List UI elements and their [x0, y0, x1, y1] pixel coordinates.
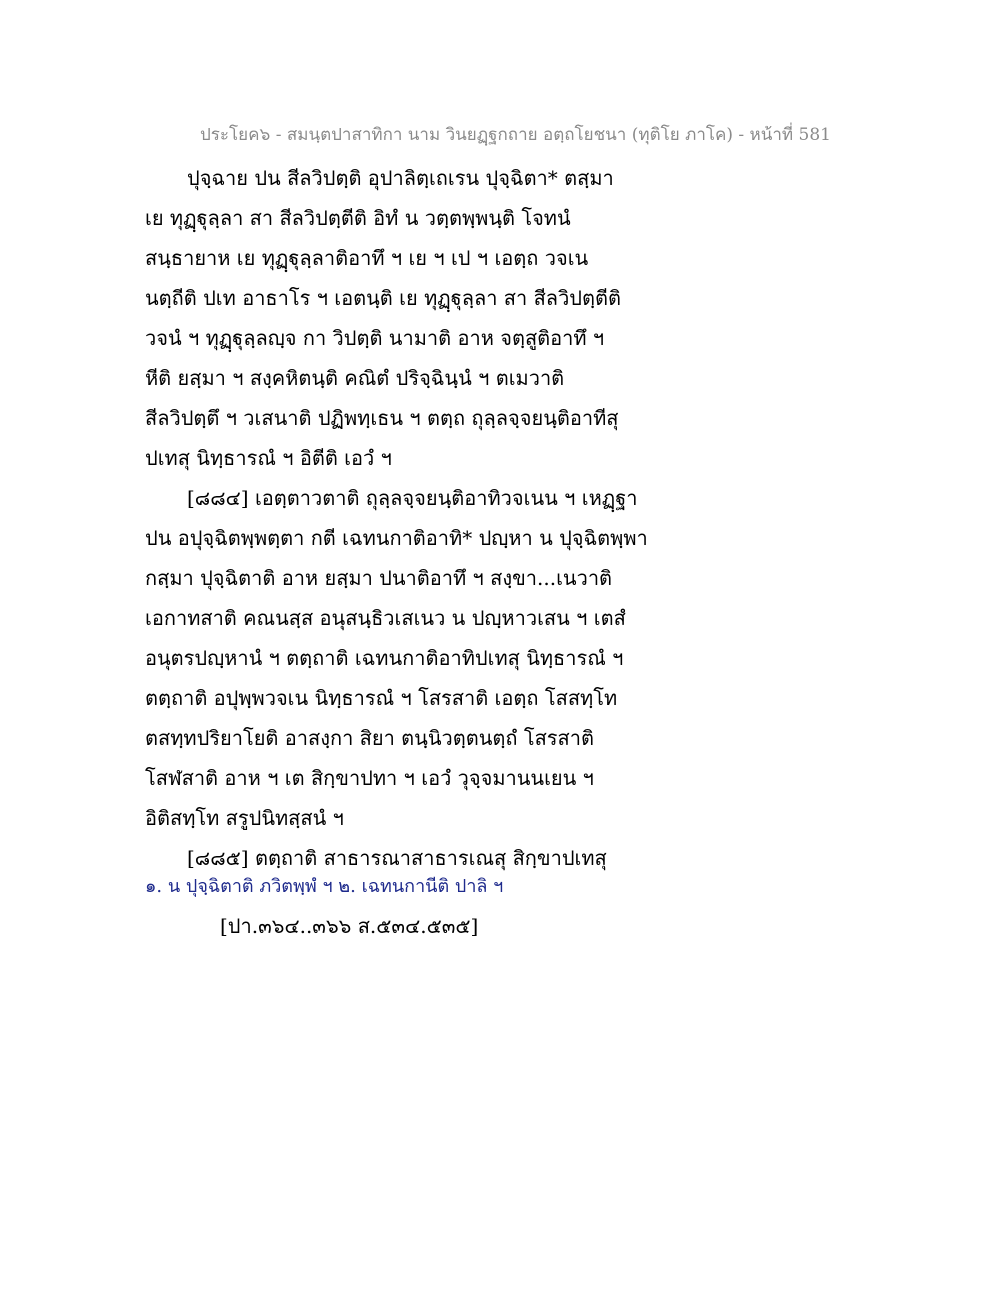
text-line: ปน อปุจฺฉิตพฺพตฺตา กตี เฉทนกาติอาทิ* ปญฺหา น ปุจฺฉิตพฺพา	[145, 526, 648, 550]
page-reference: [ปา.๓๖๔..๓๖๖ ส.๕๓๔.๕๓๕]	[220, 914, 479, 938]
text-line: วจนํ ฯ ทุฏฺฐุลฺลญฺจ กา วิปตฺติ นามาติ อาห จตฺสูติอาทึ ฯ	[145, 326, 605, 350]
page-header: ประโยค๖ - สมนฺตปาสาทิกา นาม วินยฏฺฐกถาย อตฺถโยชนา (ทุติโย ภาโค) - หน้าที่ 581	[200, 125, 831, 145]
footnote: ๑. น ปุจฺฉิตาติ ภวิตพฺพํ ฯ ๒. เฉทนกานีติ ปาลิ ฯ	[145, 876, 504, 897]
text-line: หีติ ยสฺมา ฯ สงฺคหิตนฺติ คณิตํ ปริจฺฉินฺนํ ฯ ตเมวาติ	[145, 366, 565, 390]
text-line: ปุจฺฉาย ปน สีลวิปตฺติ อุปาลิตฺเถเรน ปุจฺฉิตา* ตสฺมา	[187, 166, 614, 190]
text-line: เอกาทสาติ คณนสฺส อนุสนฺธิวเสเนว น ปญฺหาวเสน ฯ เตสํ	[145, 606, 626, 630]
text-line: สนฺธายาห เย ทุฏฺฐุลฺลาติอาทึ ฯ เย ฯ เป ฯ เอตฺถ วจเน	[145, 246, 589, 270]
text-line: ปเทสุ นิทฺธารณํ ฯ อิตีติ เอวํ ฯ	[145, 446, 392, 470]
text-line: นตฺถีติ ปเท อาธาโร ฯ เอตนฺติ เย ทุฏฺฐุลฺลา สา สีลวิปตฺตีติ	[145, 286, 621, 310]
text-line: [๘๘๔] เอตฺตาวตาติ ถุลฺลจฺจยนฺติอาทิวจเนน ฯ เหฏฺฐา	[187, 486, 638, 510]
text-line: อนุตรปญฺหานํ ฯ ตตฺถาติ เฉทนกาติอาทิปเทสุ นิทฺธารณํ ฯ	[145, 646, 624, 670]
main-text-block	[145, 158, 845, 878]
text-line: สีลวิปตฺตึ ฯ วเสนาติ ปฏิพทฺเธน ฯ ตตฺถ ถุลฺลจฺจยนฺติอาทีสุ	[145, 406, 619, 430]
text-line: กสฺมา ปุจฺฉิตาติ อาห ยสฺมา ปนาติอาทึ ฯ สงฺขา...เนวาติ	[145, 566, 613, 590]
text-line: ตตฺถาติ อปุพฺพวจเน นิทฺธารณํ ฯ โสรสาติ เอตฺถ โสสทฺโท	[145, 686, 618, 710]
text-line: ตสทฺทปริยาโยติ อาสงฺกา สิยา ตนฺนิวตฺตนตฺถํ โสรสาติ	[145, 726, 594, 750]
text-line: [๘๘๕] ตตฺถาติ สาธารณาสาธารเณสุ สิกฺขาปเทสุ	[187, 846, 607, 870]
text-line: โสฬสาติ อาห ฯ เต สิกฺขาปทา ฯ เอวํ วุจฺจมานนเยน ฯ	[145, 766, 594, 790]
text-line: อิติสทฺโท สรูปนิทสฺสนํ ฯ	[145, 806, 344, 830]
text-line: เย ทุฏฺฐุลฺลา สา สีลวิปตฺตีติ อิทํ น วตฺตพฺพนฺติ โจทนํ	[145, 206, 571, 230]
